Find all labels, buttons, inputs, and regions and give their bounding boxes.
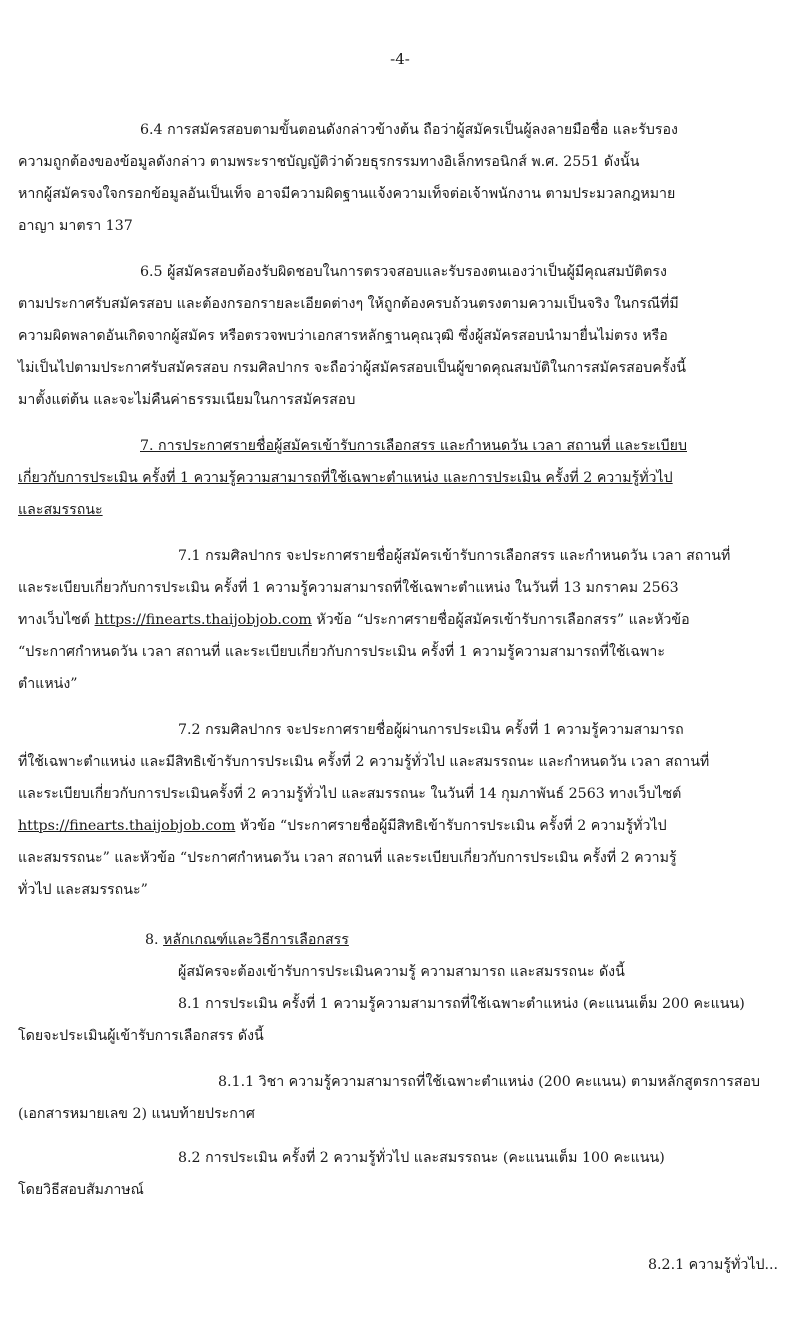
para-7-1-line-4: “ประกาศกำหนดวัน เวลา สถานที่ และระเบียบเกี่ยวกับการประเมิน ครั้งที่ 1 ความรู้ความสามารถที่ใช้เฉพาะ <box>18 644 665 660</box>
section-7-heading-line-2: เกี่ยวกับการประเมิน ครั้งที่ 1 ความรู้ความสามารถที่ใช้เฉพาะตำแหน่ง และการประเมิน ครั้งที่ 2 ความรู้ทั่วไป <box>18 470 673 486</box>
para-7-1-line-5: ตำแหน่ง” <box>18 676 78 692</box>
section-8-heading-text <box>145 932 349 948</box>
website-link[interactable]: https://finearts.thaijobjob.com <box>94 612 312 628</box>
para-6-4-line-2: ความถูกต้องของข้อมูลดังกล่าว ตามพระราชบัญญัติว่าด้วยธุรกรรมทางอิเล็กทรอนิกส์ พ.ศ. 2551 ดังนั้น <box>18 154 640 170</box>
para-8-1-line-2: โดยจะประเมินผู้เข้ารับการเลือกสรร ดังนี้ <box>18 1028 264 1044</box>
para-8-1-1-line-1: 8.1.1 วิชา ความรู้ความสามารถที่ใช้เฉพาะตำแหน่ง (200 คะแนน) ตามหลักสูตรการสอบ <box>218 1074 761 1090</box>
section-7-heading-line-1: 7. การประกาศรายชื่อผู้สมัครเข้ารับการเลือกสรร และกำหนดวัน เวลา สถานที่ และระเบียบ <box>140 438 687 454</box>
para-6-5-line-2: ตามประกาศรับสมัครสอบ และต้องกรอกรายละเอียดต่างๆ ให้ถูกต้องครบถ้วนตรงตามความเป็นจริง ในกรณีที่มี <box>18 296 679 312</box>
section-8-number: 8. <box>145 932 164 948</box>
text-span: หัวข้อ “ประกาศรายชื่อผู้สมัครเข้ารับการเลือกสรร” และหัวข้อ <box>311 612 690 628</box>
continuation-marker: 8.2.1 ความรู้ทั่วไป... <box>648 1257 778 1273</box>
text-span: หัวข้อ “ประกาศรายชื่อผู้มีสิทธิเข้ารับการประเมิน ครั้งที่ 2 ความรู้ทั่วไป <box>235 818 667 834</box>
para-6-5-line-3: ความผิดพลาดอันเกิดจากผู้สมัคร หรือตรวจพบว่าเอกสารหลักฐานคุณวุฒิ ซึ่งผู้สมัครสอบนำมายื่นไม่ตรง หรือ <box>18 328 668 344</box>
para-6-4-line-4: อาญา มาตรา 137 <box>18 218 133 234</box>
para-8-2-line-2: โดยวิธีสอบสัมภาษณ์ <box>18 1182 144 1198</box>
para-7-2-line-5: และสมรรถนะ” และหัวข้อ “ประกาศกำหนดวัน เวลา สถานที่ และระเบียบเกี่ยวกับการประเมิน ครั้งที่ 2 ความรู้ <box>18 850 677 866</box>
para-7-2-line-2: ที่ใช้เฉพาะตำแหน่ง และมีสิทธิเข้ารับการประเมิน ครั้งที่ 2 ความรู้ทั่วไป และสมรรถนะ และกำหนดวัน เวลา สถานที่ <box>18 754 710 770</box>
para-6-5-line-1: 6.5 ผู้สมัครสอบต้องรับผิดชอบในการตรวจสอบและรับรองตนเองว่าเป็นผู้มีคุณสมบัติตรง <box>140 264 667 280</box>
para-7-1-line-2: และระเบียบเกี่ยวกับการประเมิน ครั้งที่ 1 ความรู้ความสามารถที่ใช้เฉพาะตำแหน่ง ในวันที่ 13 มกราคม 2563 <box>18 580 679 596</box>
para-8-2-line-1: 8.2 การประเมิน ครั้งที่ 2 ความรู้ทั่วไป และสมรรถนะ (คะแนนเต็ม 100 คะแนน) <box>178 1150 665 1166</box>
text-span: ทางเว็บไซต์ <box>18 612 95 628</box>
para-8-1-line-1: 8.1 การประเมิน ครั้งที่ 1 ความรู้ความสามารถที่ใช้เฉพาะตำแหน่ง (คะแนนเต็ม 200 คะแนน) <box>178 996 745 1012</box>
page-number: -4- <box>390 50 410 68</box>
section-7-heading-line-3: และสมรรถนะ <box>18 502 103 518</box>
section-8-title: หลักเกณฑ์และวิธีการเลือกสรร <box>163 932 349 948</box>
para-6-5-line-5: มาตั้งแต่ต้น และจะไม่คืนค่าธรรมเนียมในการสมัครสอบ <box>18 392 356 408</box>
website-link[interactable]: https://finearts.thaijobjob.com <box>18 818 236 834</box>
para-7-2-line-6: ทั่วไป และสมรรถนะ” <box>18 882 148 898</box>
section-8-heading <box>145 930 349 950</box>
para-8-1-1-line-2: (เอกสารหมายเลข 2) แนบท้ายประกาศ <box>18 1106 255 1122</box>
para-6-4-line-3: หากผู้สมัครจงใจกรอกข้อมูลอันเป็นเท็จ อาจมีความผิดฐานแจ้งความเท็จต่อเจ้าพนักงาน ตามประมวลกฎหมาย <box>18 186 676 202</box>
para-7-1-line-1: 7.1 กรมศิลปากร จะประกาศรายชื่อผู้สมัครเข้ารับการเลือกสรร และกำหนดวัน เวลา สถานที่ <box>178 548 731 564</box>
para-7-2-line-3: และระเบียบเกี่ยวกับการประเมินครั้งที่ 2 ความรู้ทั่วไป และสมรรถนะ ในวันที่ 14 กุมภาพันธ์ 2563 ทางเว็บไซต์ <box>18 786 682 802</box>
section-8-intro: ผู้สมัครจะต้องเข้ารับการประเมินความรู้ ความสามารถ และสมรรถนะ ดังนี้ <box>178 964 625 980</box>
para-7-1-line-3 <box>18 610 690 630</box>
para-7-2-line-1: 7.2 กรมศิลปากร จะประกาศรายชื่อผู้ผ่านการประเมิน ครั้งที่ 1 ความรู้ความสามารถ <box>178 722 684 738</box>
para-7-2-line-4 <box>18 816 667 836</box>
para-6-5-line-4: ไม่เป็นไปตามประกาศรับสมัครสอบ กรมศิลปากร จะถือว่าผู้สมัครสอบเป็นผู้ขาดคุณสมบัติในการสมัครสอบครั้งนี้ <box>18 360 686 376</box>
para-6-4-line-1: 6.4 การสมัครสอบตามขั้นตอนดังกล่าวข้างต้น ถือว่าผู้สมัครเป็นผู้ลงลายมือชื่อ และรับรอง <box>140 122 678 138</box>
